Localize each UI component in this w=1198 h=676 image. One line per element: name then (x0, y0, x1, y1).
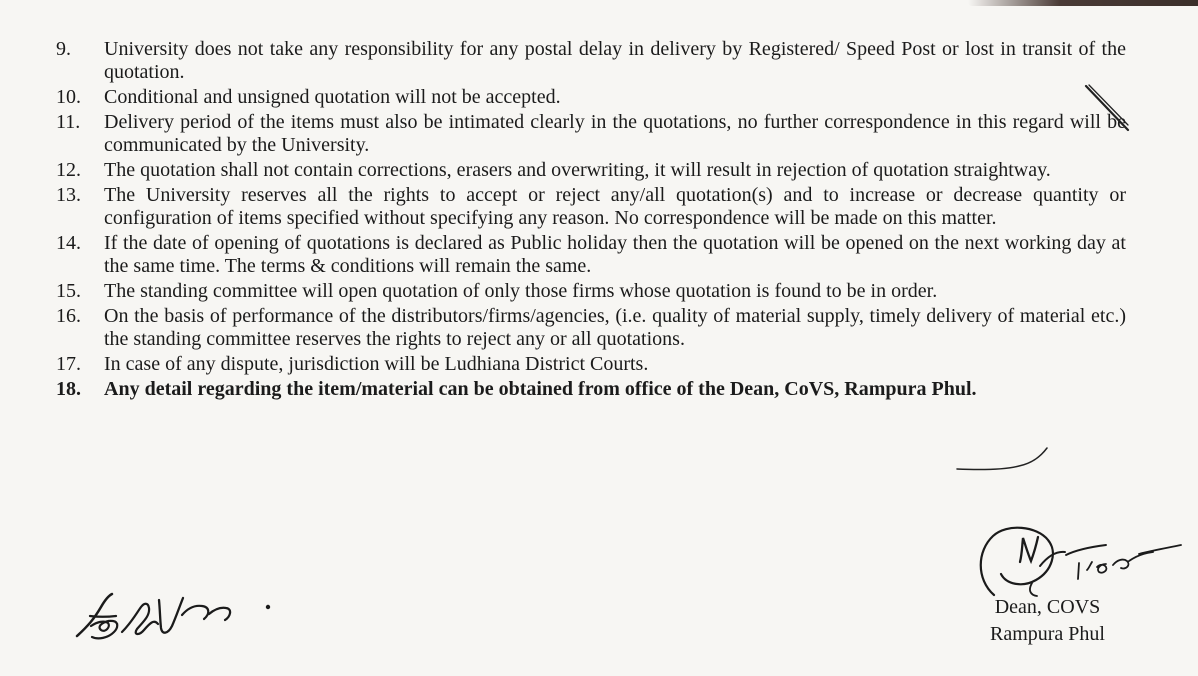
list-item (56, 38, 1126, 84)
item-text: The standing committee will open quotation of only those firms whose quotation is found to be in order. (104, 280, 938, 302)
handwritten-signature-dean (976, 525, 1182, 597)
list-item (56, 184, 1126, 230)
item-text: The University reserves all the rights to accept or reject any/all quotation(s) and to increase or decrease quantity or configuration of items specified without specifying any reason. No correspondence will be made on this matter. (104, 184, 1126, 229)
item-number: 9. (56, 38, 71, 60)
list-item (56, 111, 1126, 157)
item-text: The quotation shall not contain corrections, erasers and overwriting, it will result in rejection of quotation straightway. (104, 159, 1051, 181)
item-number: 10. (56, 86, 81, 108)
pen-slash-mark (1084, 84, 1130, 134)
item-text: Any detail regarding the item/material can be obtained from office of the Dean, CoVS, Rampura Phul. (104, 378, 977, 400)
pen-underline-mark (955, 446, 1050, 472)
item-number: 18. (56, 378, 81, 400)
item-number: 14. (56, 232, 81, 254)
list-item (56, 280, 1126, 303)
list-item (56, 86, 1126, 109)
item-number: 12. (56, 159, 81, 181)
signatory-place: Rampura Phul (990, 623, 1105, 645)
handwritten-signature-left (70, 586, 280, 654)
item-text: University does not take any responsibility for any postal delay in delivery by Registered/ Speed Post or lost in transit of the quotation. (104, 38, 1126, 83)
list-item (56, 159, 1126, 182)
item-text: If the date of opening of quotations is declared as Public holiday then the quotation will be opened on the next working day at the same time. The terms & conditions will remain the same. (104, 232, 1126, 277)
item-number: 11. (56, 111, 81, 133)
signatory-title: Dean, COVS (994, 596, 1101, 618)
item-number: 16. (56, 305, 81, 327)
signatory-block (990, 594, 1105, 648)
item-number: 17. (56, 353, 81, 375)
list-item (56, 305, 1126, 351)
paper-edge-shadow (968, 0, 1198, 6)
item-text: On the basis of performance of the distributors/firms/agencies, (i.e. quality of material supply, timely delivery of material etc.) the standing committee reserves the rights to reject any or all quotations. (104, 305, 1126, 350)
list-item (56, 378, 1126, 401)
list-item (56, 232, 1126, 278)
item-number: 13. (56, 184, 81, 206)
item-text: Conditional and unsigned quotation will not be accepted. (104, 86, 561, 108)
terms-list (56, 38, 1126, 403)
item-number: 15. (56, 280, 81, 302)
list-item (56, 353, 1126, 376)
item-text: Delivery period of the items must also be intimated clearly in the quotations, no further correspondence in this regard will be communicated by the University. (104, 111, 1126, 156)
item-text: In case of any dispute, jurisdiction will be Ludhiana District Courts. (104, 353, 649, 375)
